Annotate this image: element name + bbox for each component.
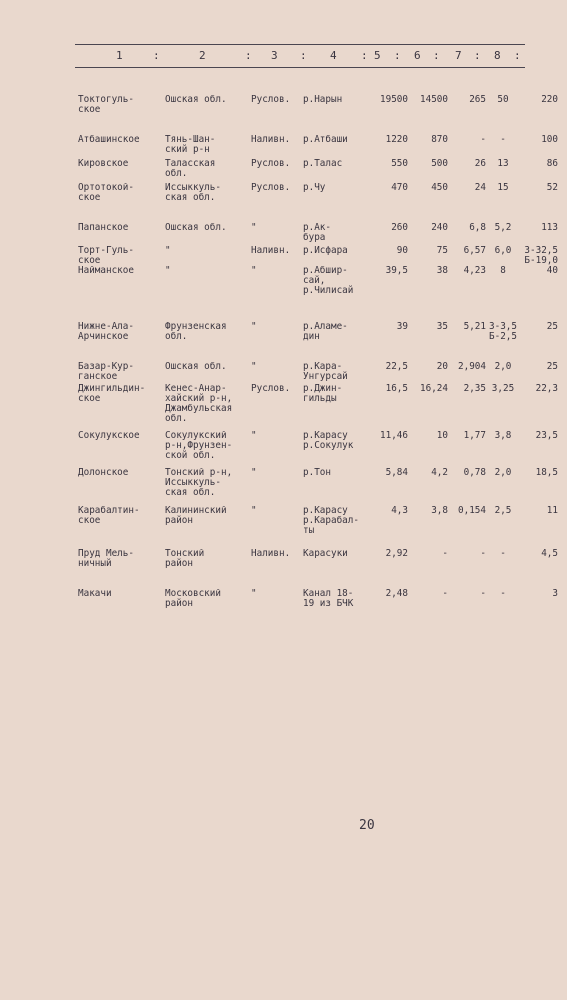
value-col9-cell: 40 [546, 266, 558, 276]
source-cell: р.Исфара [303, 246, 348, 256]
table-row [78, 266, 558, 322]
value-col8-cell: 3,25 [491, 384, 515, 394]
value-col9-cell: 220 [541, 95, 558, 105]
region-cell: Тонский р-н, Иссыккуль- ская обл. [165, 468, 233, 498]
table-body [78, 95, 558, 669]
value-col5-cell: 260 [391, 223, 408, 233]
value-col9-cell: 3 [552, 589, 558, 599]
value-col6-cell: 75 [436, 246, 448, 256]
value-col7-cell: 6,8 [469, 223, 486, 233]
reservoir-name-cell: Торт-Гуль- ское [78, 246, 134, 266]
value-col7-cell: 1,77 [463, 431, 486, 441]
value-col6-cell: 14500 [420, 95, 448, 105]
value-col7-cell: - [480, 589, 486, 599]
value-col6-cell: 35 [436, 322, 448, 332]
value-col6-cell: 4,2 [431, 468, 448, 478]
region-cell: Иссыккуль- ская обл. [165, 183, 221, 203]
value-col7-cell: 5,21 [463, 322, 486, 332]
reservoir-name-cell: Найманское [78, 266, 134, 276]
value-col7-cell: 24 [474, 183, 486, 193]
reservoir-name-cell: Папанское [78, 223, 129, 233]
column-number: 7 [455, 49, 463, 62]
source-cell: Канал 18- 19 из БЧК [303, 589, 354, 609]
value-col7-cell: - [480, 135, 486, 145]
column-number: 8 [494, 49, 502, 62]
value-col9-cell: 25 [546, 322, 558, 332]
value-col5-cell: 16,5 [385, 384, 408, 394]
value-col8-cell: 2,0 [494, 362, 512, 372]
value-col6-cell: 500 [431, 159, 448, 169]
type-cell: " [251, 322, 257, 332]
table-row [78, 135, 558, 159]
source-cell: р.Аламе- дин [303, 322, 348, 342]
type-cell: Руслов. [251, 95, 291, 105]
table-row [78, 159, 558, 183]
type-cell: " [251, 266, 257, 276]
value-col9-cell: 4,5 [541, 549, 558, 559]
value-col5-cell: 39,5 [385, 266, 408, 276]
region-cell: Московский район [165, 589, 221, 609]
region-cell: Ошская обл. [165, 362, 227, 372]
table-row [78, 183, 558, 223]
column-separator: : [514, 49, 522, 62]
value-col9-cell: 23,5 [535, 431, 558, 441]
type-cell: " [251, 468, 257, 478]
region-cell: Калининский район [165, 506, 227, 526]
column-separator: : [361, 49, 369, 62]
table-row [78, 223, 558, 246]
value-col7-cell: - [480, 549, 486, 559]
table-row [78, 506, 558, 549]
source-cell: р.Чу [303, 183, 326, 193]
value-col9-cell: 100 [541, 135, 558, 145]
reservoir-table [78, 95, 558, 669]
value-col7-cell: 2,904 [458, 362, 486, 372]
reservoir-name-cell: Долонское [78, 468, 129, 478]
value-col5-cell: 1220 [385, 135, 408, 145]
table-row [78, 322, 558, 362]
reservoir-name-cell: Пруд Мель- ничный [78, 549, 134, 569]
value-col7-cell: 2,35 [463, 384, 486, 394]
value-col6-cell: 3,8 [431, 506, 448, 516]
value-col8-cell: 3-3,5 Б-2,5 [489, 322, 517, 342]
table-row [78, 384, 558, 431]
value-col7-cell: 0,154 [458, 506, 486, 516]
value-col9-cell: 11 [546, 506, 558, 516]
value-col9-cell: 52 [546, 183, 558, 193]
type-cell: " [251, 362, 257, 372]
column-number: 1 [116, 49, 124, 62]
value-col8-cell: - [500, 549, 506, 559]
source-cell: р.Талас [303, 159, 343, 169]
value-col9-cell: 18,5 [535, 468, 558, 478]
value-col7-cell: 4,23 [463, 266, 486, 276]
column-separator: : [394, 49, 402, 62]
value-col5-cell: 2,92 [385, 549, 408, 559]
type-cell: Руслов. [251, 183, 291, 193]
value-col5-cell: 4,3 [391, 506, 408, 516]
table-row [78, 431, 558, 468]
value-col8-cell: 8 [500, 266, 506, 276]
value-col5-cell: 5,84 [385, 468, 408, 478]
value-col8-cell: 2,5 [494, 506, 512, 516]
type-cell: Наливн. [251, 246, 291, 256]
reservoir-name-cell: Карабалтин- ское [78, 506, 140, 526]
type-cell: " [251, 589, 257, 599]
source-cell: р.Карасу р.Карабал- ты [303, 506, 359, 536]
value-col5-cell: 19500 [380, 95, 408, 105]
column-separator: : [433, 49, 441, 62]
value-col9-cell: 3-32,5 Б-19,0 [524, 246, 558, 266]
source-cell: р.Джин- гильды [303, 384, 343, 404]
value-col5-cell: 11,46 [380, 431, 408, 441]
region-cell: Ошская обл. [165, 95, 227, 105]
reservoir-name-cell: Атбашинское [78, 135, 140, 145]
value-col8-cell: 5,2 [494, 223, 512, 233]
column-number: 2 [199, 49, 207, 62]
type-cell: " [251, 431, 257, 441]
value-col8-cell: 6,0 [494, 246, 512, 256]
column-number: 6 [414, 49, 422, 62]
value-col5-cell: 90 [396, 246, 408, 256]
value-col6-cell: 16,24 [420, 384, 448, 394]
column-separator: : [300, 49, 308, 62]
value-col5-cell: 470 [391, 183, 408, 193]
source-cell: р.Абшир- сай, р.Чилисай [303, 266, 354, 296]
type-cell: Руслов. [251, 159, 291, 169]
column-separator: : [245, 49, 253, 62]
value-col7-cell: 26 [474, 159, 486, 169]
value-col7-cell: 265 [469, 95, 486, 105]
source-cell: р.Тон [303, 468, 331, 478]
region-cell: Таласская обл. [165, 159, 216, 179]
column-separator: : [474, 49, 482, 62]
region-cell: Тянь-Шан- ский р-н [165, 135, 216, 155]
header-top-rule [75, 44, 525, 45]
value-col7-cell: 0,78 [463, 468, 486, 478]
value-col8-cell: - [500, 135, 506, 145]
type-cell: Наливн. [251, 135, 291, 145]
value-col8-cell: - [500, 589, 506, 599]
source-cell: р.Ак- бура [303, 223, 331, 243]
region-cell: " [165, 246, 171, 256]
value-col5-cell: 550 [391, 159, 408, 169]
value-col9-cell: 25 [546, 362, 558, 372]
table-row [78, 246, 558, 266]
value-col6-cell: - [442, 549, 448, 559]
column-number-header [0, 49, 567, 65]
value-col6-cell: 20 [436, 362, 448, 372]
source-cell: р.Кара- Унгурсай [303, 362, 348, 382]
region-cell: Сокулукский р-н,Фрунзен- ской обл. [165, 431, 233, 461]
type-cell: Наливн. [251, 549, 291, 559]
value-col7-cell: 6,57 [463, 246, 486, 256]
value-col5-cell: 22,5 [385, 362, 408, 372]
source-cell: р.Нарын [303, 95, 343, 105]
source-cell: Карасуки [303, 549, 348, 559]
value-col9-cell: 113 [541, 223, 558, 233]
table-row [78, 95, 558, 135]
value-col5-cell: 2,48 [385, 589, 408, 599]
column-number: 3 [271, 49, 279, 62]
region-cell: Кенес-Анар- хайский р-н, Джамбульская обл. [165, 384, 233, 424]
column-number: 5 [374, 49, 382, 62]
source-cell: р.Атбаши [303, 135, 348, 145]
reservoir-name-cell: Базар-Кур- ганское [78, 362, 134, 382]
value-col8-cell: 3,8 [494, 431, 512, 441]
value-col9-cell: 86 [546, 159, 558, 169]
table-row [78, 549, 558, 589]
table-row [78, 589, 558, 669]
type-cell: " [251, 223, 257, 233]
column-number: 4 [330, 49, 338, 62]
page-number: 20 [359, 818, 375, 833]
reservoir-name-cell: Джингильдин- ское [78, 384, 146, 404]
type-cell: Руслов. [251, 384, 291, 394]
value-col8-cell: 50 [497, 95, 509, 105]
value-col6-cell: 240 [431, 223, 448, 233]
value-col6-cell: 870 [431, 135, 448, 145]
region-cell: " [165, 266, 171, 276]
reservoir-name-cell: Токтогуль- ское [78, 95, 134, 115]
value-col6-cell: - [442, 589, 448, 599]
value-col6-cell: 38 [436, 266, 448, 276]
source-cell: р.Карасу р.Сокулук [303, 431, 354, 451]
value-col8-cell: 13 [497, 159, 509, 169]
value-col6-cell: 450 [431, 183, 448, 193]
value-col8-cell: 15 [497, 183, 509, 193]
header-bottom-rule [75, 67, 525, 68]
reservoir-name-cell: Макачи [78, 589, 112, 599]
value-col6-cell: 10 [436, 431, 448, 441]
value-col8-cell: 2,0 [494, 468, 512, 478]
region-cell: Ошская обл. [165, 223, 227, 233]
region-cell: Фрунзенская обл. [165, 322, 227, 342]
type-cell: " [251, 506, 257, 516]
value-col9-cell: 22,3 [535, 384, 558, 394]
reservoir-name-cell: Ортотокой- ское [78, 183, 134, 203]
reservoir-name-cell: Кировское [78, 159, 129, 169]
table-row [78, 468, 558, 506]
table-row [78, 362, 558, 384]
reservoir-name-cell: Нижне-Ала- Арчинское [78, 322, 134, 342]
region-cell: Тонский район [165, 549, 205, 569]
reservoir-name-cell: Сокулукское [78, 431, 140, 441]
column-separator: : [153, 49, 161, 62]
value-col5-cell: 39 [396, 322, 408, 332]
